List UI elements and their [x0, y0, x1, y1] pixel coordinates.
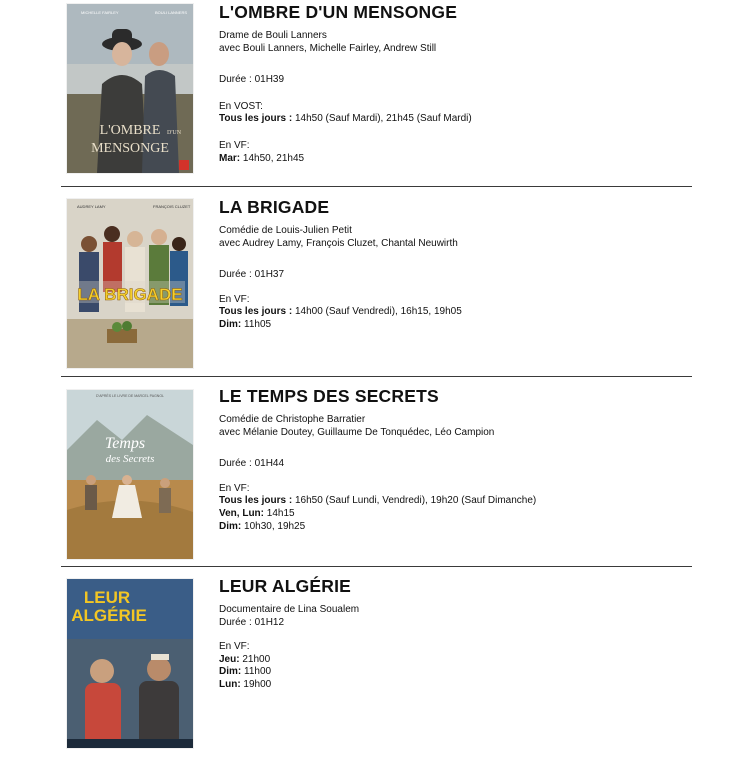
showtime-row	[219, 113, 719, 126]
movie-cast: avec Audrey Lamy, François Cluzet, Chantal Neuwirth	[219, 237, 458, 249]
showtime-times: 14h50, 21h45	[240, 152, 305, 164]
movie-duration: Durée : 01H12	[219, 616, 285, 628]
showtime-days: Ven, Lun:	[219, 507, 264, 519]
movie-divider	[61, 376, 692, 377]
poster-credit: D'APRÈS LE LIVRE DE MARCEL PAGNOL	[96, 394, 164, 398]
poster-title-line2: des Secrets	[105, 453, 155, 465]
movie-genre-director: Comédie de Louis-Julien Petit	[219, 225, 352, 236]
showtime-times: 21h00	[239, 653, 271, 665]
poster-credit-left: MICHELLE FAIRLEY	[81, 10, 119, 15]
movie-poster[interactable]	[67, 390, 193, 559]
movie-poster[interactable]	[67, 579, 193, 748]
showtime-row	[219, 319, 719, 332]
movie-title[interactable]: LE TEMPS DES SECRETS	[219, 386, 439, 406]
movie-title[interactable]: L'OMBRE D'UN MENSONGE	[219, 2, 458, 22]
movie-title[interactable]: LA BRIGADE	[219, 197, 330, 217]
showtime-days: Mar:	[219, 152, 241, 164]
showtime-row	[219, 495, 719, 508]
poster-credit-right: BOULI LANNERS	[155, 10, 188, 15]
movie-poster[interactable]	[67, 4, 193, 173]
showtime-times: 19h00	[240, 678, 272, 690]
poster-image	[67, 199, 193, 368]
poster-credit-right: FRANÇOIS CLUZET	[153, 204, 191, 209]
version-label-vf: En VF:	[219, 139, 250, 151]
showtime-days: Dim:	[219, 666, 242, 678]
movie-genre-director: Drame de Bouli Lanners	[219, 30, 327, 41]
poster-title-line2: D'UN	[167, 130, 182, 136]
showtime-times: 14h50 (Sauf Mardi), 21h45 (Sauf Mardi)	[292, 113, 472, 125]
movie-genre-director: Comédie de Christophe Barratier	[219, 414, 366, 425]
showtime-row	[219, 508, 719, 521]
poster-title-line3: MENSONGE	[91, 141, 169, 156]
version-label-vost: En VOST:	[219, 100, 263, 112]
showtime-days: Tous les jours :	[219, 306, 293, 318]
showtime-times: 14h00 (Sauf Vendredi), 16h15, 19h05	[292, 306, 462, 318]
showtime-times: 11h00	[241, 666, 272, 678]
movie-cast: avec Bouli Lanners, Michelle Fairley, Andrew Still	[219, 42, 437, 54]
showtime-row	[219, 679, 719, 692]
version-label-vf: En VF:	[219, 641, 250, 653]
showtime-row	[219, 666, 719, 679]
showtime-days: Tous les jours :	[219, 113, 293, 125]
poster-title-line1: L'OMBRE	[99, 123, 161, 138]
poster-image	[67, 579, 193, 748]
poster-title-line1: LEUR	[83, 588, 131, 607]
showtime-row	[219, 153, 719, 166]
poster-title: LA BRIGADE	[77, 285, 183, 304]
movie-info	[219, 197, 719, 332]
poster-credit-left: AUDREY LAMY	[77, 204, 106, 209]
movie-poster[interactable]	[67, 199, 193, 368]
poster-image	[67, 4, 193, 173]
version-label-vf: En VF:	[219, 293, 250, 305]
poster-title-line1: Temps	[104, 435, 146, 452]
version-label-vf: En VF:	[219, 482, 250, 494]
movie-duration: Durée : 01H39	[219, 74, 285, 86]
movie-info	[219, 386, 719, 533]
showtime-row	[219, 306, 719, 319]
showtime-row	[219, 654, 719, 667]
movie-genre-director: Documentaire de Lina Soualem	[219, 604, 360, 615]
poster-title-line2: ALGÉRIE	[71, 606, 147, 625]
movie-cast: avec Mélanie Doutey, Guillaume De Tonquédec, Léo Campion	[219, 426, 495, 438]
movie-title[interactable]: LEUR ALGÉRIE	[219, 576, 352, 596]
movie-divider	[61, 566, 692, 567]
movie-duration: Durée : 01H44	[219, 458, 285, 470]
showtime-times: 14h15	[264, 507, 295, 519]
showtime-times: 16h50 (Sauf Lundi, Vendredi), 19h20 (Sauf Dimanche)	[292, 495, 537, 507]
showtime-times: 11h05	[241, 318, 272, 330]
poster-image	[67, 390, 193, 559]
showtime-days: Dim:	[219, 318, 242, 330]
showtime-times: 10h30, 19h25	[241, 520, 306, 532]
showtime-days: Dim:	[219, 520, 242, 532]
showtime-row	[219, 521, 719, 534]
showtime-days: Lun:	[219, 678, 241, 690]
movie-duration: Durée : 01H37	[219, 269, 285, 281]
movie-info	[219, 2, 719, 165]
movie-divider	[61, 186, 692, 187]
showtime-days: Jeu:	[219, 653, 240, 665]
movie-info	[219, 576, 719, 692]
showtime-days: Tous les jours :	[219, 495, 293, 507]
